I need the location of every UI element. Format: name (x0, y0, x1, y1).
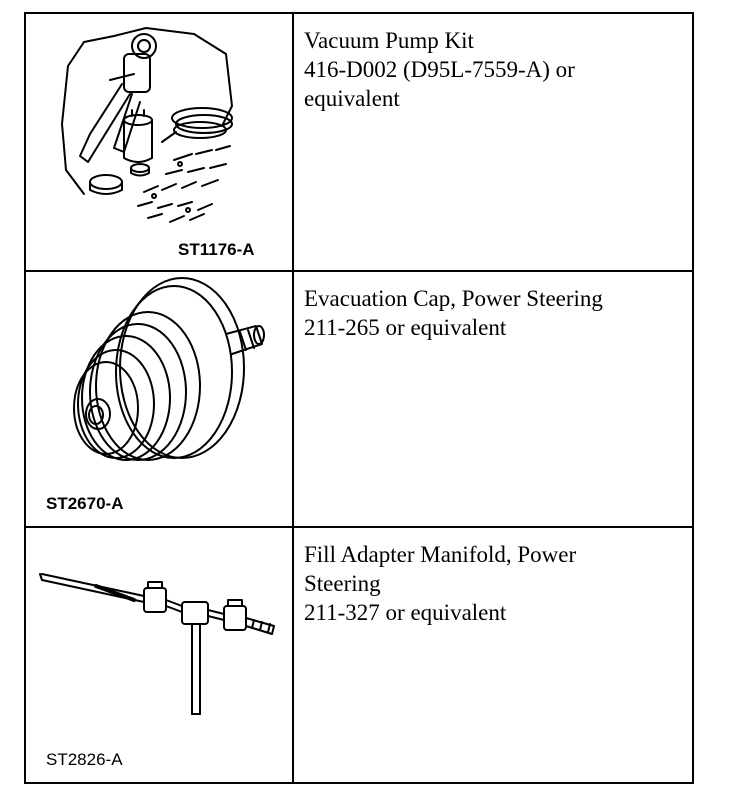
tool-image-code: ST2670-A (46, 494, 124, 513)
tool-name: Vacuum Pump Kit (304, 28, 474, 53)
tool-name: Fill Adapter Manifold, Power (304, 542, 577, 567)
evacuation-cap-illustration (26, 272, 294, 528)
tool-description (294, 14, 692, 113)
tool-part-number: 211-327 or equivalent (304, 600, 507, 625)
tool-description-line: equivalent (304, 86, 400, 111)
tool-row (25, 271, 693, 527)
tool-image-code: ST1176-A (178, 240, 255, 259)
tool-description-cell (293, 271, 693, 527)
tool-part-number: 416-D002 (D95L-7559-A) or (304, 57, 575, 82)
tool-image-cell (25, 527, 293, 783)
tool-row (25, 13, 693, 271)
tool-row (25, 527, 693, 783)
special-tools-table (24, 12, 694, 784)
vacuum-pump-kit-illustration (26, 14, 294, 272)
tool-name-continued: Steering (304, 571, 381, 596)
tool-image-cell (25, 13, 293, 271)
tool-description (294, 528, 692, 627)
fill-adapter-manifold-illustration (26, 528, 294, 784)
tool-description-cell (293, 527, 693, 783)
tool-image-cell (25, 271, 293, 527)
tool-description (294, 272, 692, 342)
tool-part-number: 211-265 or equivalent (304, 315, 507, 340)
tool-name: Evacuation Cap, Power Steering (304, 286, 603, 311)
tool-image-code: ST2826-A (46, 750, 123, 769)
tool-description-cell (293, 13, 693, 271)
